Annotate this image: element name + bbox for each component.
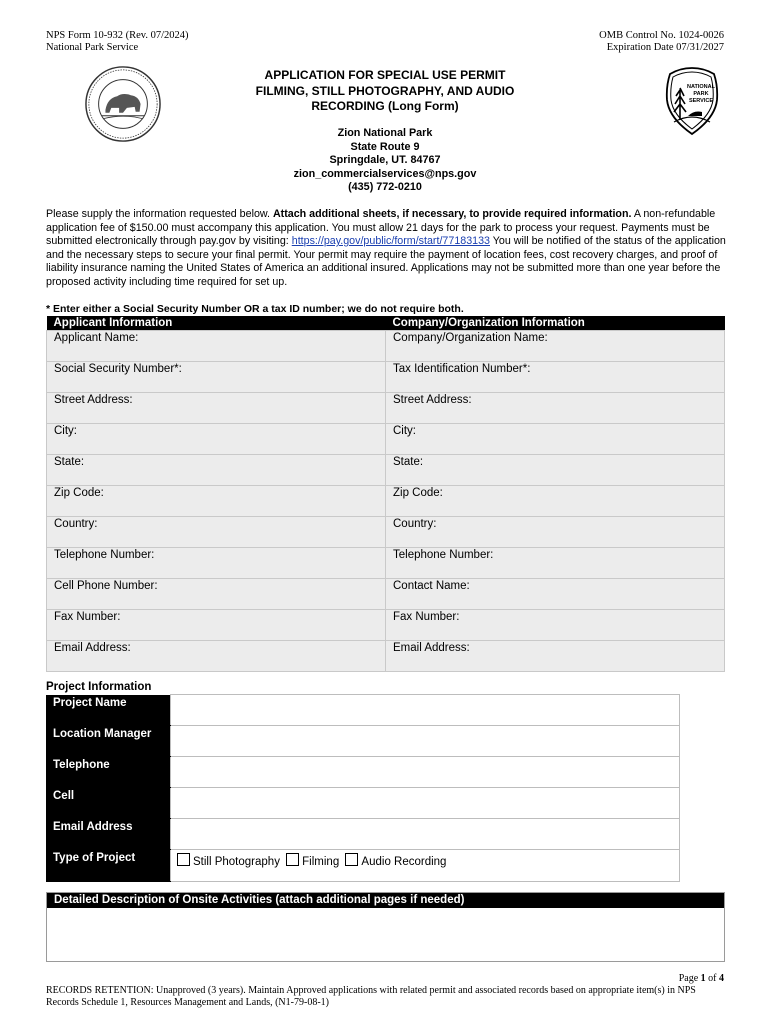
agency-name: National Park Service: [46, 42, 139, 53]
form-header-left: [46, 30, 189, 54]
project-info-table: [46, 694, 680, 882]
company-contact-name-field[interactable]: Contact Name:: [386, 579, 725, 610]
applicant-fax-field[interactable]: Fax Number:: [47, 610, 386, 641]
audio-recording-checkbox[interactable]: [345, 853, 358, 866]
onsite-description-header: Detailed Description of Onsite Activities (attach additional pages if needed): [47, 893, 724, 908]
location-manager-input[interactable]: [171, 725, 680, 756]
logo-text-national: NATIONAL: [686, 84, 716, 90]
title-line-1: APPLICATION FOR SPECIAL USE PERMIT: [264, 68, 506, 82]
table-header-row: [47, 316, 725, 331]
table-row: [46, 818, 680, 849]
ssn-note: * Enter either a Social Security Number OR a tax ID number; we do not require both.: [46, 303, 464, 315]
records-retention-footer: RECORDS RETENTION: Unapproved (3 years). Maintain Approved applications with related permit and associated records based on appropriate item(s) in NPS Records Schedule 1, Resources Management and Lands, (N1-79-08-1): [46, 985, 696, 1008]
project-telephone-label: Telephone: [46, 756, 171, 787]
table-row: [47, 424, 725, 455]
omb-control-number: OMB Control No. 1024-0026: [599, 30, 724, 41]
table-row: [47, 362, 725, 393]
table-row: [47, 331, 725, 362]
table-row: [46, 756, 680, 787]
page-of: of: [705, 973, 719, 984]
location-manager-label: Location Manager: [46, 725, 171, 756]
park-phone: (435) 772-0210: [348, 181, 422, 194]
company-state-field[interactable]: State:: [386, 455, 725, 486]
applicant-state-field[interactable]: State:: [47, 455, 386, 486]
company-name-field[interactable]: Company/Organization Name:: [386, 331, 725, 362]
page-prefix: Page: [678, 973, 701, 984]
park-address: [185, 127, 585, 195]
applicant-country-field[interactable]: Country:: [47, 517, 386, 548]
company-email-field[interactable]: Email Address:: [386, 641, 725, 672]
park-email: zion_commercialservices@nps.gov: [293, 167, 477, 180]
park-city: Springdale, UT. 84767: [329, 154, 441, 167]
company-country-field[interactable]: Country:: [386, 517, 725, 548]
project-email-input[interactable]: [171, 818, 680, 849]
logo-text-service: SERVICE: [688, 98, 714, 104]
table-row: [47, 393, 725, 424]
project-cell-input[interactable]: [171, 787, 680, 818]
table-row: [46, 725, 680, 756]
form-number: NPS Form 10-932 (Rev. 07/2024): [46, 30, 189, 41]
type-of-project-options: [171, 849, 680, 881]
park-street: State Route 9: [350, 140, 420, 153]
onsite-description-input[interactable]: [47, 908, 724, 960]
applicant-city-field[interactable]: City:: [47, 424, 386, 455]
company-city-field[interactable]: City:: [386, 424, 725, 455]
company-street-field[interactable]: Street Address:: [386, 393, 725, 424]
project-name-input[interactable]: [171, 695, 680, 726]
instructions-text-1: Please supply the information requested below.: [46, 208, 273, 220]
applicant-email-field[interactable]: Email Address:: [47, 641, 386, 672]
instructions-bold-text: Attach additional sheets, if necessary, to provide required information.: [272, 208, 632, 220]
project-info-title: Project Information: [46, 681, 152, 693]
nps-arrowhead-logo-icon: [664, 66, 720, 136]
instructions-text-3: You will be notified of the status of the application and the necessary steps to secure your final permit. Your permit may require the payment of location fees, cost recovery charges, and proof of liability insurance naming the United States of America an additional insured. Applications may not be submitted more than one year before the proposed activity including time required for set up.: [46, 235, 726, 288]
page-number: [679, 973, 724, 984]
company-fax-field[interactable]: Fax Number:: [386, 610, 725, 641]
instructions-paragraph: [46, 208, 726, 289]
company-info-header: Company/Organization Information: [386, 316, 725, 331]
title-line-2: FILMING, STILL PHOTOGRAPHY, AND AUDIO: [255, 83, 515, 98]
company-zip-field[interactable]: Zip Code:: [386, 486, 725, 517]
table-row: [46, 849, 680, 881]
table-row: [46, 695, 680, 726]
park-name: Zion National Park: [337, 127, 433, 139]
audio-recording-label: Audio Recording: [361, 855, 447, 868]
still-photography-label: Still Photography: [193, 855, 280, 868]
page-current: 1: [700, 973, 706, 984]
applicant-name-field[interactable]: Applicant Name:: [47, 331, 386, 362]
instructions-text-2: A non-refundable application fee of $150.00 must accompany this application. You must allow 21 days for the park to process your request. Payments must be submitted electronically through pay.gov by visiting:: [46, 208, 716, 247]
onsite-description-box: [46, 892, 725, 962]
filming-checkbox[interactable]: [286, 853, 299, 866]
form-title: [185, 68, 585, 115]
department-seal-icon: [84, 65, 162, 143]
table-row: [46, 787, 680, 818]
project-email-label: Email Address: [46, 818, 171, 849]
pay-gov-link[interactable]: https://pay.gov/public/form/start/77183133: [291, 235, 490, 247]
title-line-3: RECORDING (Long Form): [311, 99, 459, 113]
applicant-street-field[interactable]: Street Address:: [47, 393, 386, 424]
table-row: [47, 517, 725, 548]
logo-text-park: PARK: [693, 91, 709, 97]
applicant-zip-field[interactable]: Zip Code:: [47, 486, 386, 517]
table-row: [47, 641, 725, 672]
applicant-company-table: [46, 316, 725, 672]
still-photography-checkbox[interactable]: [177, 853, 190, 866]
form-header-right: [599, 30, 724, 54]
table-row: [47, 579, 725, 610]
type-of-project-label: Type of Project: [46, 849, 171, 881]
project-name-label: Project Name: [46, 695, 171, 726]
applicant-cell-field[interactable]: Cell Phone Number:: [47, 579, 386, 610]
project-telephone-input[interactable]: [171, 756, 680, 787]
table-row: [47, 548, 725, 579]
expiration-date: Expiration Date 07/31/2027: [606, 42, 724, 53]
page-total: 4: [719, 973, 724, 984]
applicant-telephone-field[interactable]: Telephone Number:: [47, 548, 386, 579]
ssn-field[interactable]: Social Security Number*:: [47, 362, 386, 393]
filming-label: Filming: [302, 855, 340, 868]
tax-id-field[interactable]: Tax Identification Number*:: [386, 362, 725, 393]
table-row: [47, 486, 725, 517]
table-row: [47, 455, 725, 486]
project-cell-label: Cell: [46, 787, 171, 818]
table-row: [47, 610, 725, 641]
company-telephone-field[interactable]: Telephone Number:: [386, 548, 725, 579]
applicant-info-header: Applicant Information: [47, 316, 386, 331]
